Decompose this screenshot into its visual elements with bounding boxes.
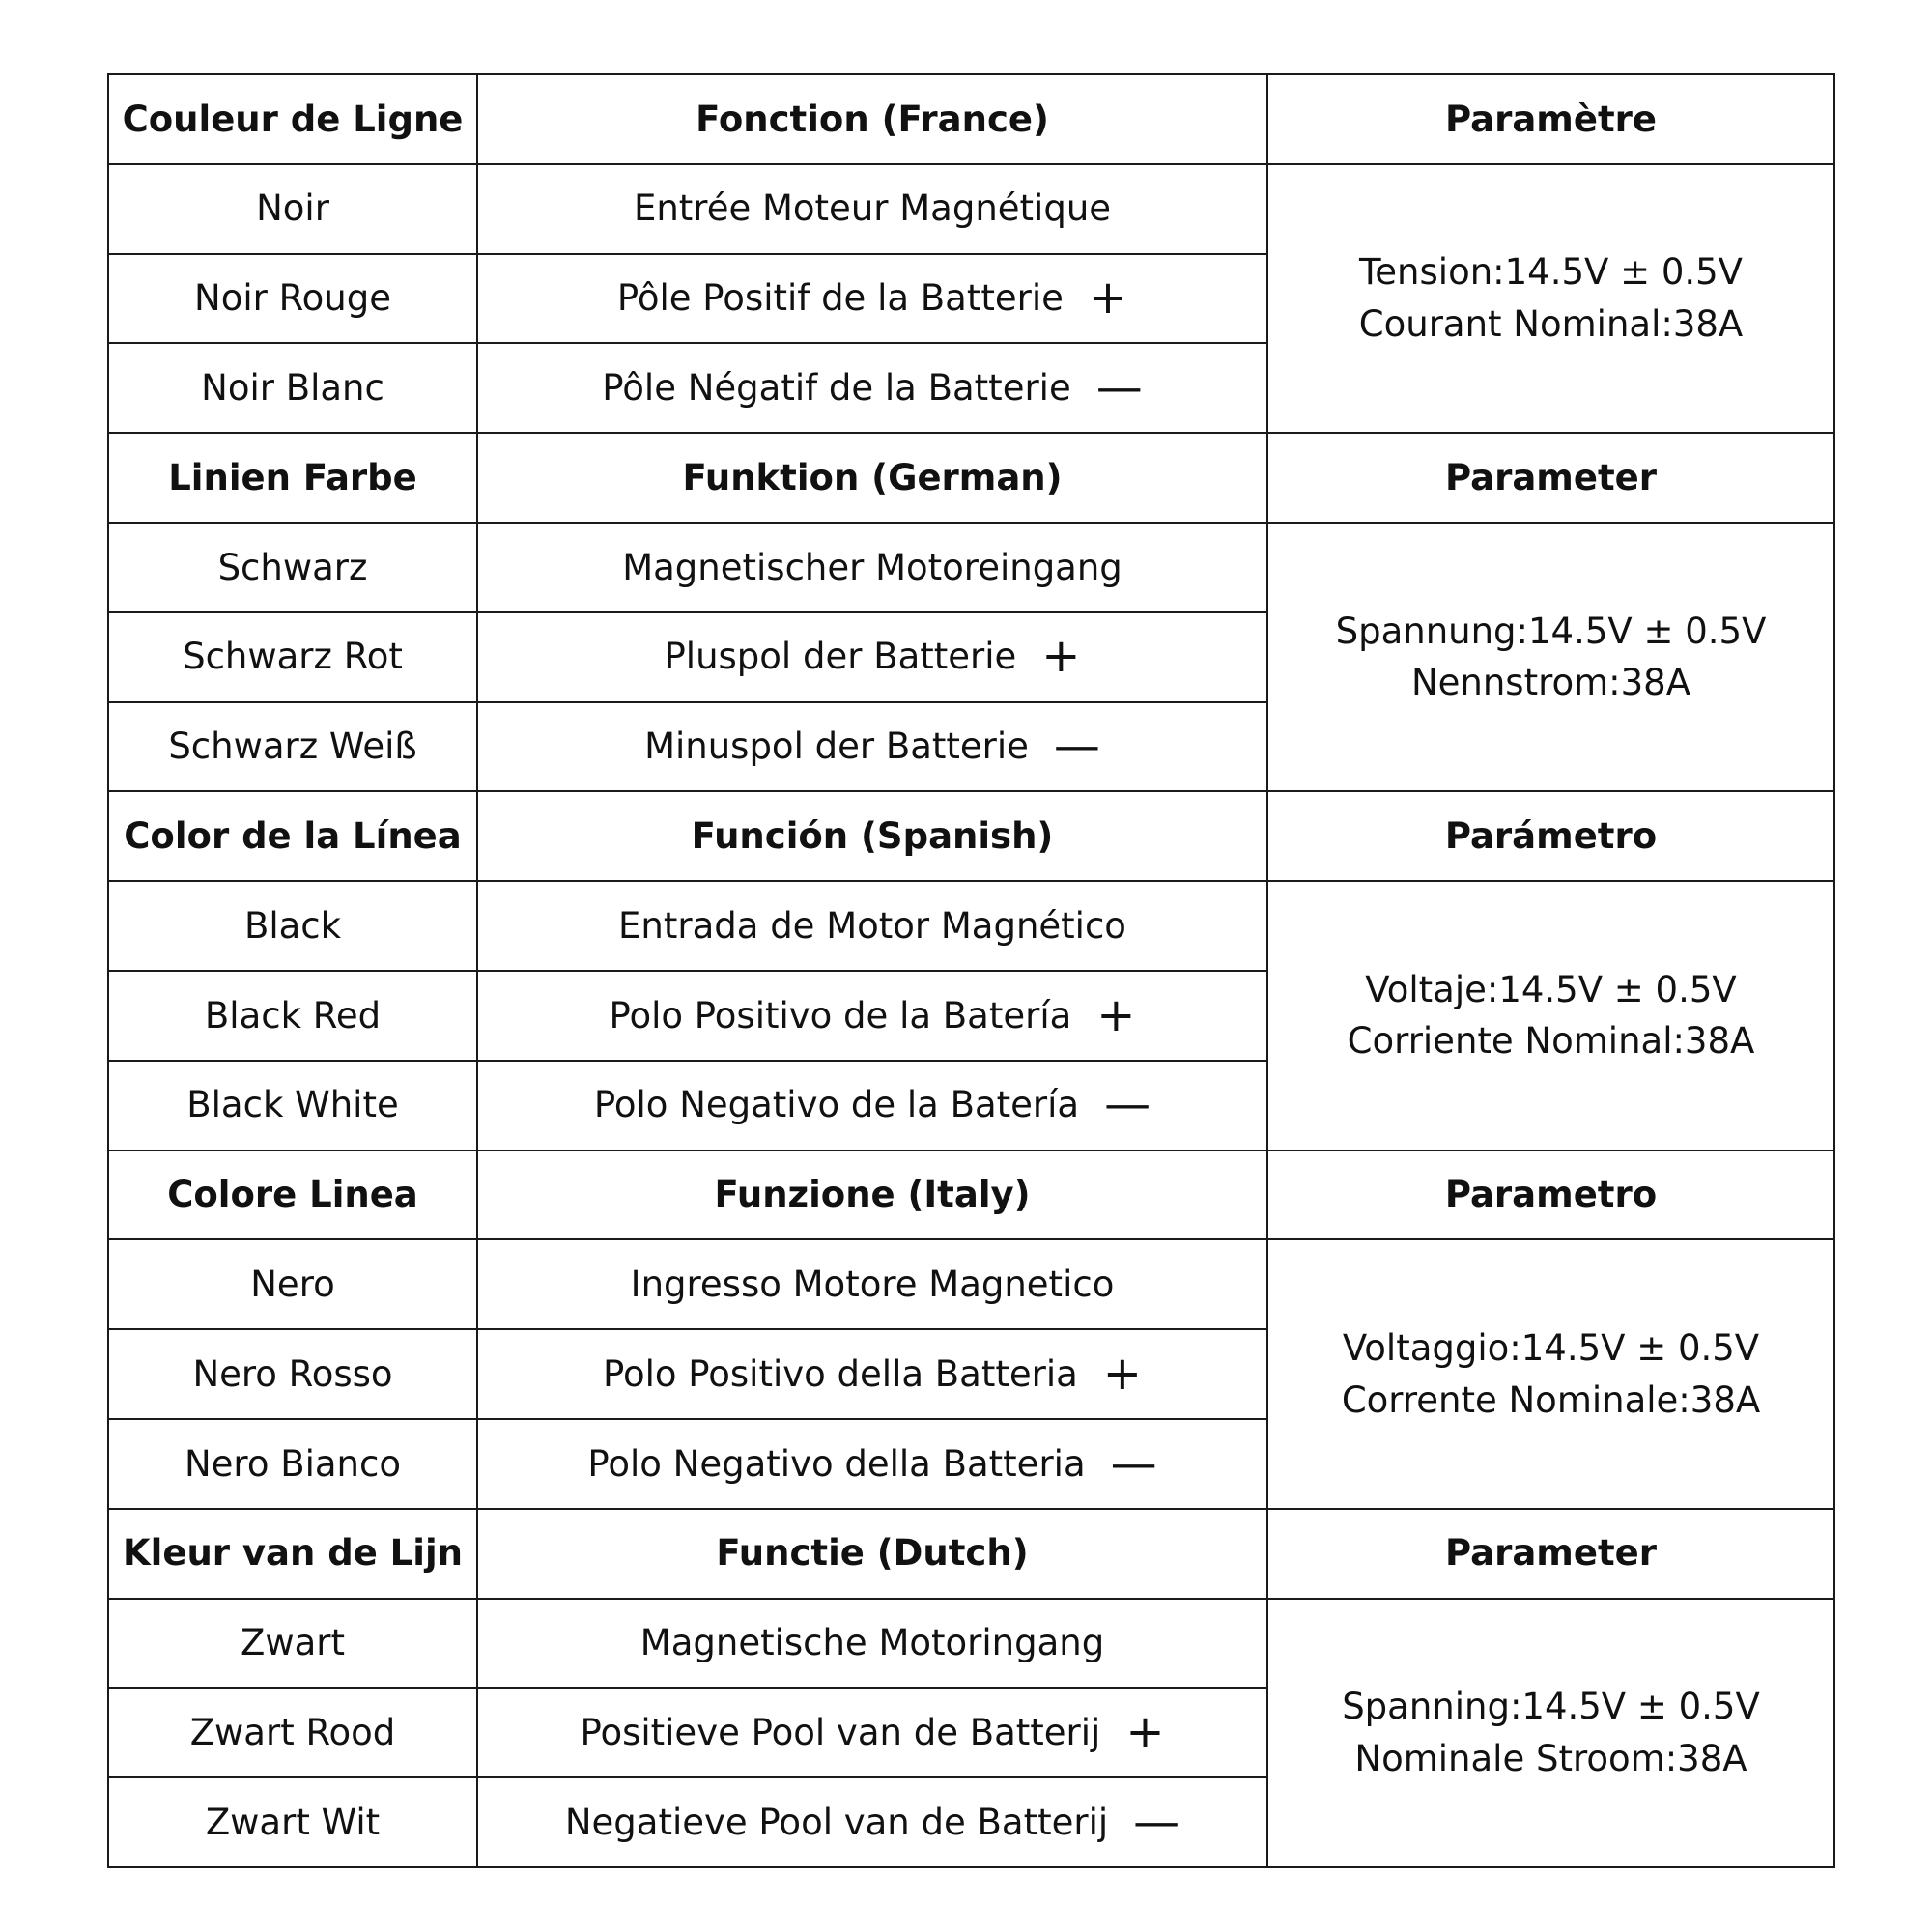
parameter-cell [1267,1599,1834,1867]
line-color-cell: Zwart Rood [108,1688,477,1777]
line-color-cell: Black Red [108,971,477,1061]
function-text: Polo Negativo della Batteria [587,1442,1086,1485]
table-body [108,74,1834,1867]
function-text: Magnetische Motoringang [639,1622,1105,1664]
table-row [108,523,1834,612]
plus-icon: + [1088,270,1128,326]
header-parameter: Parametro [1267,1151,1834,1240]
function-cell [477,343,1267,433]
function-cell [477,1329,1267,1419]
minus-icon: — [1133,1794,1180,1849]
wire-spec-table [107,73,1835,1868]
line-color-cell: Schwarz Rot [108,612,477,702]
function-cell [477,164,1267,254]
voltage-spec: Spannung:14.5V ± 0.5V [1335,610,1767,652]
function-text: Positieve Pool van de Batterij [580,1711,1101,1753]
function-cell [477,254,1267,344]
line-color-cell: Nero [108,1239,477,1329]
table-row [108,881,1834,971]
section-header-row [108,74,1834,164]
plus-icon: + [1096,987,1136,1042]
plus-icon: + [1041,629,1081,684]
plus-icon: + [1102,1346,1143,1401]
current-spec: Nominale Stroom:38A [1354,1737,1747,1779]
section-header-row [108,1151,1834,1240]
voltage-spec: Voltaje:14.5V ± 0.5V [1365,968,1737,1010]
function-text: Polo Positivo della Batteria [602,1352,1078,1395]
function-text: Minuspol der Batterie [644,725,1029,768]
table-row [108,1599,1834,1689]
function-text: Pluspol der Batterie [664,636,1017,678]
line-color-cell: Noir [108,164,477,254]
line-color-cell: Zwart Wit [108,1777,477,1867]
parameter-cell [1267,881,1834,1150]
minus-icon: — [1104,1077,1151,1132]
function-cell [477,1599,1267,1689]
line-color-cell: Black White [108,1061,477,1151]
header-function: Fonction (France) [477,74,1267,164]
line-color-cell: Schwarz Weiß [108,702,477,792]
current-spec: Courant Nominal:38A [1358,302,1744,345]
header-parameter: Paramètre [1267,74,1834,164]
function-text: Entrée Moteur Magnétique [633,187,1112,230]
minus-icon: — [1053,719,1100,774]
parameter-cell [1267,523,1834,791]
function-text: Entrada de Motor Magnético [618,904,1126,947]
function-text: Negatieve Pool van de Batterij [564,1801,1109,1843]
section-header-row [108,433,1834,523]
function-text: Ingresso Motore Magnetico [630,1263,1115,1305]
parameter-cell [1267,164,1834,433]
header-line-color: Kleur van de Lijn [108,1509,477,1599]
header-line-color: Color de la Línea [108,791,477,881]
minus-icon: — [1110,1435,1157,1491]
header-function: Función (Spanish) [477,791,1267,881]
line-color-cell: Nero Bianco [108,1419,477,1509]
header-line-color: Linien Farbe [108,433,477,523]
header-line-color: Couleur de Ligne [108,74,477,164]
line-color-cell: Noir Rouge [108,254,477,344]
line-color-cell: Nero Rosso [108,1329,477,1419]
function-cell [477,971,1267,1061]
current-spec: Corriente Nominal:38A [1347,1020,1755,1063]
header-parameter: Parameter [1267,1509,1834,1599]
header-function: Funzione (Italy) [477,1151,1267,1240]
function-cell [477,1061,1267,1151]
header-function: Funktion (German) [477,433,1267,523]
minus-icon: — [1095,359,1143,414]
function-text: Polo Negativo de la Batería [593,1084,1080,1126]
function-text: Pôle Négatif de la Batterie [602,366,1071,409]
table-row [108,164,1834,254]
function-text: Pôle Positif de la Batterie [616,277,1064,320]
current-spec: Nennstrom:38A [1410,662,1691,704]
voltage-spec: Tension:14.5V ± 0.5V [1358,251,1743,294]
section-header-row [108,1509,1834,1599]
header-parameter: Parameter [1267,433,1834,523]
line-color-cell: Black [108,881,477,971]
function-cell [477,523,1267,612]
function-cell [477,612,1267,702]
header-parameter: Parámetro [1267,791,1834,881]
section-header-row [108,791,1834,881]
function-cell [477,1688,1267,1777]
line-color-cell: Schwarz [108,523,477,612]
line-color-cell: Noir Blanc [108,343,477,433]
plus-icon: + [1125,1704,1165,1759]
header-function: Functie (Dutch) [477,1509,1267,1599]
parameter-cell [1267,1239,1834,1508]
function-cell [477,881,1267,971]
function-cell [477,1419,1267,1509]
voltage-spec: Voltaggio:14.5V ± 0.5V [1342,1326,1760,1369]
voltage-spec: Spanning:14.5V ± 0.5V [1342,1686,1760,1728]
current-spec: Corrente Nominale:38A [1341,1378,1761,1421]
function-text: Polo Positivo de la Batería [609,994,1072,1037]
line-color-cell: Zwart [108,1599,477,1689]
function-cell [477,1777,1267,1867]
table-row [108,1239,1834,1329]
function-text: Magnetischer Motoreingang [622,546,1122,588]
header-line-color: Colore Linea [108,1151,477,1240]
function-cell [477,1239,1267,1329]
function-cell [477,702,1267,792]
